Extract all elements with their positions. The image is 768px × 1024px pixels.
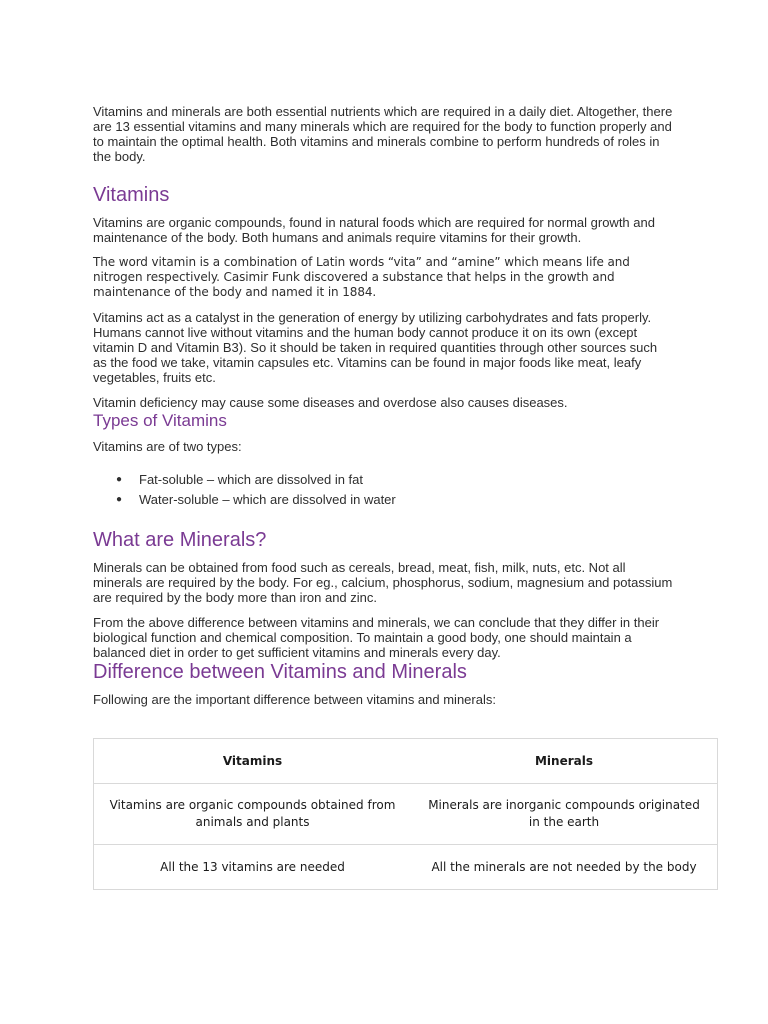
types-heading: Types of Vitamins	[93, 411, 227, 430]
difference-table	[93, 738, 718, 890]
vitamins-paragraph-4: Vitamin deficiency may cause some diseases and overdose also causes diseases.	[93, 395, 568, 410]
table-cell: All the 13 vitamins are needed	[94, 845, 412, 890]
types-intro: Vitamins are of two types:	[93, 439, 242, 454]
table-cell: Vitamins are organic compounds obtained from animals and plants	[94, 784, 412, 845]
list-item	[93, 470, 673, 490]
minerals-paragraph-1: Minerals can be obtained from food such as cereals, bread, meat, fish, milk, nuts, etc. Not all minerals are required by the body. For eg., calcium, phosphorus, sodium, magnesium and potassium are required by the body more than iron and zinc.	[93, 560, 673, 605]
bullet-icon: ●	[116, 494, 123, 505]
minerals-heading: What are Minerals?	[93, 529, 267, 551]
table-header-minerals: Minerals	[411, 739, 718, 784]
document-body	[93, 104, 673, 707]
list-item-label: Water-soluble – which are dissolved in water	[139, 492, 396, 507]
list-item	[93, 490, 673, 510]
list-item-label: Fat-soluble – which are dissolved in fat	[139, 472, 364, 487]
vitamins-paragraph-3: Vitamins act as a catalyst in the generation of energy by utilizing carbohydrates and fats properly. Humans cannot live without vitamins and the human body cannot produce it on its own (except vitamin D and Vitamin B3). So it should be taken in required quantities through other sources such as the food we take, vitamin capsules etc. Vitamins can be found in major foods like meat, leafy vegetables, fruits etc.	[93, 310, 658, 385]
minerals-paragraph-2: From the above difference between vitamins and minerals, we can conclude that they differ in their biological function and chemical composition. To maintain a good body, one should maintain a balanced diet in order to get sufficient vitamins and minerals every day.	[93, 615, 660, 660]
difference-heading: Difference between Vitamins and Minerals	[93, 661, 467, 683]
difference-intro: Following are the important difference between vitamins and minerals:	[93, 692, 496, 707]
table-cell: Minerals are inorganic compounds originated in the earth	[411, 784, 718, 845]
intro-paragraph: Vitamins and minerals are both essential nutrients which are required in a daily diet. Altogether, there are 13 essential vitamins and many minerals which are required for the body to function properly and to maintain the optimal health. Both vitamins and minerals combine to perform hundreds of roles in the body.	[93, 104, 673, 164]
table-header-vitamins: Vitamins	[94, 739, 412, 784]
vitamins-heading: Vitamins	[93, 184, 170, 206]
types-list	[93, 470, 673, 510]
table-row	[94, 784, 718, 845]
table-header-row	[94, 739, 718, 784]
vitamins-paragraph-2: The word vitamin is a combination of Latin words “vita” and “amine” which means life and nitrogen respectively. Casimir Funk discovered a substance that helps in the growth and maintenance of the body and named it in 1884.	[93, 255, 630, 299]
table-row	[94, 845, 718, 890]
bullet-icon: ●	[116, 474, 123, 485]
table-cell: All the minerals are not needed by the body	[411, 845, 718, 890]
vitamins-paragraph-1: Vitamins are organic compounds, found in natural foods which are required for normal growth and maintenance of the body. Both humans and animals require vitamins for their growth.	[93, 215, 655, 245]
